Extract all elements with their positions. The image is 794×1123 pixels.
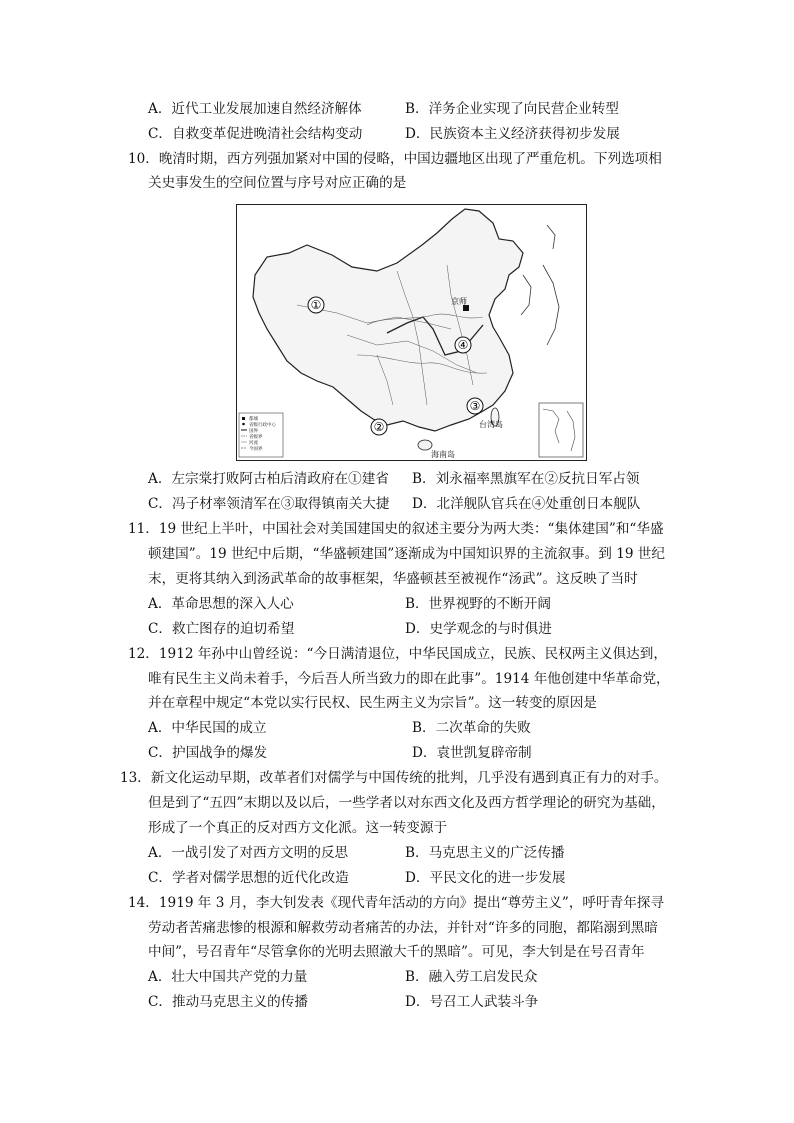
marker-3-label: ③ (469, 399, 481, 413)
hainan-label: 海南岛 (431, 450, 455, 459)
q10-stem-line2: 关史事发生的空间位置与序号对应正确的是 (148, 175, 407, 191)
q13-option-c: C．学者对儒学思想的近代化改造 (148, 870, 349, 886)
svg-text:省级行政中心: 省级行政中心 (249, 423, 276, 428)
korea-coast (521, 275, 531, 315)
south-china-sea-inset (539, 403, 583, 457)
q14-option-b: B．融入劳工启发民众 (405, 969, 538, 985)
map-drawing (237, 205, 586, 460)
q12-stem-line2: 唯有民生主义尚未着手，今后吾人所当致力的即在此事”。1914 年他创建中华革命党， (148, 671, 670, 687)
q14-stem-line3: 中间”，号召青年“尽管拿你的光明去照澈大千的黑暗”。可见，李大钊是在号召青年 (148, 944, 645, 960)
q10-option-d: D．北洋舰队官兵在④处重创日本舰队 (412, 496, 641, 512)
q11-stem-line2: 顿建国”。19 世纪中后期，“华盛顿建国”逐渐成为中国知识界的主流叙事。到 19 世纪 (148, 546, 665, 562)
svg-text:今国界: 今国界 (249, 447, 263, 452)
q10-stem-line1: 10．晚清时期，西方列强加紧对中国的侵略，中国边疆地区出现了严重危机。下列选项相 (128, 151, 662, 167)
q14-stem-line1: 14．1919 年 3 月，李大钊发表《现代青年活动的方向》提出“尊劳主义”，呼吁青年探寻 (128, 895, 664, 911)
q9-option-b: B．洋务企业实现了向民营企业转型 (405, 101, 619, 117)
q13-stem-line1: 13．新文化运动早期，改革者们对儒学与中国传统的批判，几乎没有遇到真正有力的对手。 (120, 770, 668, 786)
q12-option-d: D．袁世凯复辟帝制 (412, 745, 532, 761)
q9-option-a: A．近代工业发展加速自然经济解体 (148, 101, 362, 117)
q10-option-a: A．左宗棠打败阿古柏后清政府在①建省 (148, 471, 389, 487)
q10-option-b: B．刘永福率黑旗军在②反抗日军占领 (412, 471, 640, 487)
q11-option-a: A．革命思想的深入人心 (148, 596, 294, 612)
svg-text:国界: 国界 (249, 429, 258, 434)
svg-text:都城: 都城 (249, 417, 258, 422)
q13-option-b: B．马克思主义的广泛传播 (405, 845, 565, 861)
q9-option-c: C．自救变革促进晚清社会结构变动 (148, 126, 363, 142)
marker-1-label: ① (310, 298, 322, 312)
svg-text:省级界: 省级界 (249, 435, 263, 440)
q13-stem-line3: 形成了一个真正的反对西方文化派。这一转变源于 (148, 820, 448, 836)
qing-china-map (236, 204, 587, 461)
q14-stem-line2: 劳动者苦痛悲惨的根源和解救劳动者痛苦的办法，并针对“许多的同胞，都陷溺到黑暗 (148, 920, 658, 936)
q12-option-c: C．护国战争的爆发 (148, 745, 268, 761)
taiwan-label: 台湾岛 (479, 420, 503, 429)
marker-4-label: ④ (457, 338, 469, 352)
japan-coast (543, 265, 559, 345)
hainan-island (418, 440, 432, 450)
q13-stem-line2: 但是到了“五四”末期以及以后，一些学者以对东西文化及西方哲学理论的研究为基础， (148, 795, 665, 811)
q12-option-a: A．中华民国的成立 (148, 720, 267, 736)
q12-stem-line3: 并在章程中规定“本党以实行民权、民生两主义为宗旨”。这一转变的原因是 (148, 695, 597, 711)
svg-text:河流: 河流 (249, 441, 258, 446)
marker-2-label: ② (373, 420, 385, 434)
q11-option-c: C．救亡图存的迫切希望 (148, 621, 295, 637)
sakhalin-coast (547, 225, 555, 249)
q11-stem-line1: 11．19 世纪上半叶，中国社会对美国建国史的叙述主要分为两大类：“集体建国”和“华盛 (128, 521, 664, 537)
q10-option-c: C．冯子材率领清军在③取得镇南关大捷 (148, 496, 390, 512)
q12-stem-line1: 12．1912 年孙中山曾经说：“今日满清退位，中华民国成立，民族、民权两主义俱达到， (128, 646, 667, 662)
q14-option-a: A．壮大中国共产党的力量 (148, 969, 308, 985)
q9-option-d: D．民族资本主义经济获得初步发展 (405, 126, 620, 142)
q12-option-b: B．二次革命的失败 (412, 720, 531, 736)
q13-option-d: D．平民文化的进一步发展 (405, 870, 566, 886)
q11-stem-line3: 末，更将其纳入到汤武革命的故事框架，华盛顿甚至被视作“汤武”。这反映了当时 (148, 571, 638, 587)
q14-option-d: D．号召工人武装斗争 (405, 994, 539, 1010)
map-legend (239, 413, 283, 457)
q11-option-d: D．史学观念的与时俱进 (405, 621, 552, 637)
country-border (253, 209, 523, 431)
q11-option-b: B．世界视野的不断开阔 (405, 596, 551, 612)
capital-label: 京师 (451, 297, 467, 306)
q13-option-a: A．一战引发了对西方文明的反思 (148, 845, 349, 861)
q14-option-c: C．推动马克思主义的传播 (148, 994, 308, 1010)
